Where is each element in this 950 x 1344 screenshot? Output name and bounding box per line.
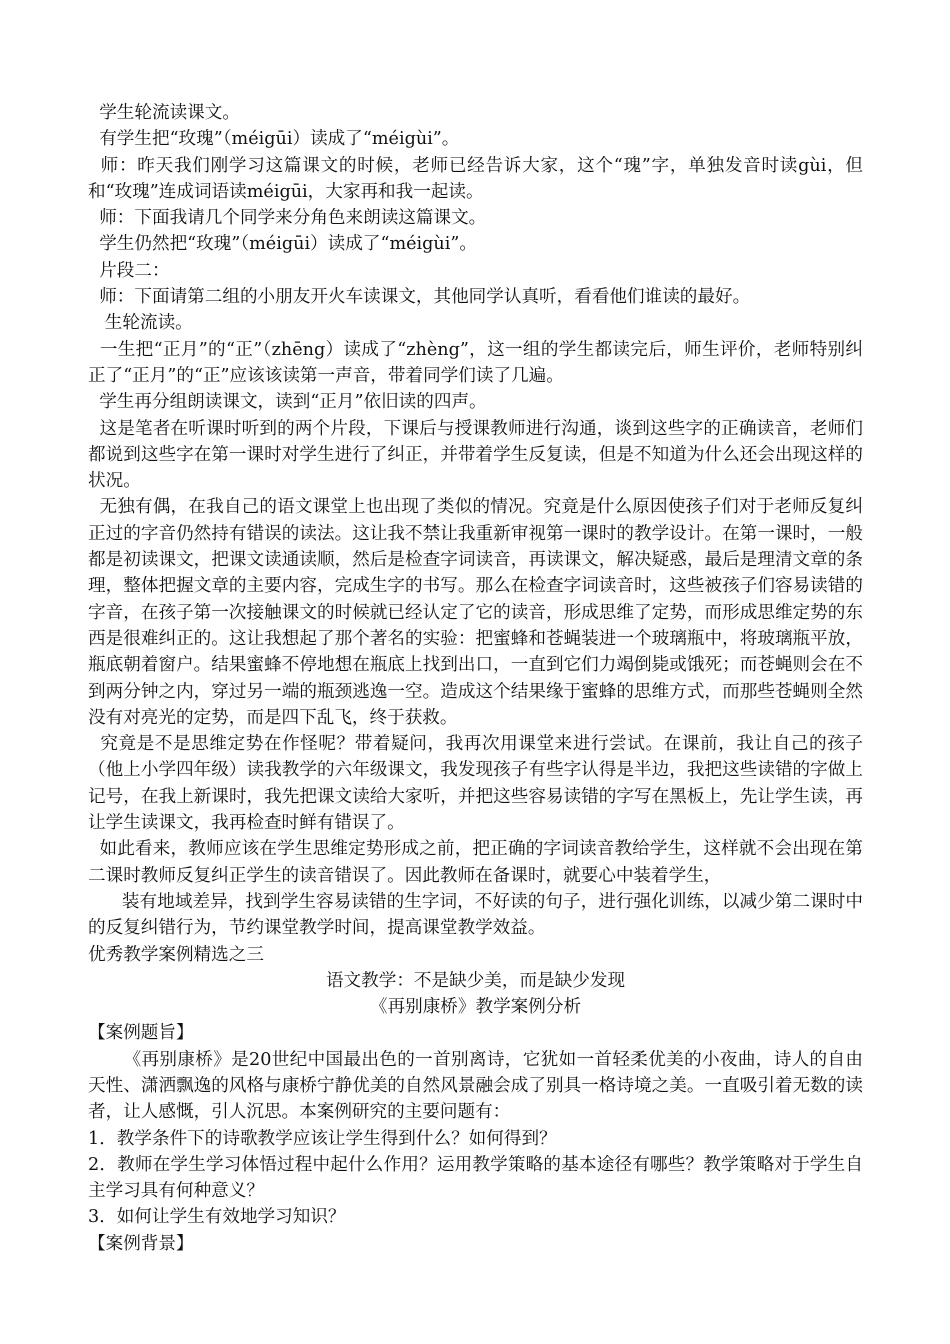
paragraph: 师：下面请第二组的小朋友开火车读课文，其他同学认真听，看看他们谁读的最好。 <box>88 287 751 308</box>
document-page <box>88 100 863 1257</box>
section-heading: 【案例背景】 <box>88 1233 194 1254</box>
paragraph: 学生轮流读课文。 <box>88 103 240 123</box>
paragraph: 无独有偶，在我自己的语文课堂上也出现了类似的情况。究竟是什么原因使孩子们对于老师反复纠正过的字音仍然持有错误的读法。这让我不禁让我重新审视第一课时的教学设计。在第一课时，一般都是初读课文，把课文读通读顺，然后是检查字词读音，再读课文，解决疑惑，最后是理清文章的条理，整体把握文章的主要内容，完成生字的书写。那么在检查字词读音时，这些被孩子们容易读错的字音，在孩子第一次接触课文的时候就已经认定了它的读音，形成思维了定势，而形成思维定势的东西是很难纠正的。这让我想起了那个著名的实验：把蜜蜂和苍蝇装进一个玻璃瓶中，将玻璃瓶平放，瓶底朝着窗户。结果蜜蜂不停地想在瓶底上找到出口，一直到它们力竭倒毙或饿死；而苍蝇则会在不到两分钟之内，穿过另一端的瓶颈逃逸一空。造成这个结果缘于蜜蜂的思维方式，而那些苍蝇则全然没有对亮光的定势，而是四下乱飞，终于获救。 <box>88 497 863 728</box>
paragraph: 有学生把“玫瑰”（méigūi）读成了“méigùi”。 <box>88 129 460 150</box>
paragraph: 一生把“正月”的“正”（zhēng）读成了“zhèng”，这一组的学生都读完后，师生评价，老师特别纠正了“正月”的“正”应该该读第一声音，带着同学们读了几遍。 <box>88 339 864 386</box>
case-heading: 优秀教学案例精选之三 <box>88 944 264 965</box>
paragraph: 如此看来，教师应该在学生思维定势形成之前，把正确的字词读音教给学生，这样就不会出现在第二课时教师反复纠正学生的读音错误了。因此教师在备课时，就要心中装着学生， <box>88 839 863 886</box>
question-item: 2．教师在学生学习体悟过程中起什么作用？运用教学策略的基本途径有哪些？教学策略对于学生自主学习具有何种意义？ <box>88 1154 863 1202</box>
paragraph: 学生再分组朗读课文，读到“正月”依旧读的四声。 <box>88 392 487 413</box>
paragraph: 师：下面我请几个同学来分角色来朗读这篇课文。 <box>88 208 487 229</box>
section-heading: 【案例题旨】 <box>88 1023 194 1044</box>
paragraph: 学生仍然把“玫瑰”（méigūi）读成了“méigùi”。 <box>88 234 477 255</box>
question-item: 1．教学条件下的诗歌教学应该让学生得到什么？如何得到？ <box>88 1128 557 1149</box>
case-subtitle: 《再别康桥》教学案例分析 <box>369 997 582 1018</box>
paragraph: 师：昨天我们刚学习这篇课文的时候，老师已经告诉大家，这个“瑰”字，单独发音时读gùi，但和“玫瑰”连成词语读méigūi，大家再和我一起读。 <box>88 155 864 202</box>
paragraph: 究竟是不是思维定势在作怪呢？带着疑问，我再次用课堂来进行尝试。在课前，我让自己的孩子（他上小学四年级）读我教学的六年级课文，我发现孩子有些字认得是半边，我把这些读错的字做上记号，在我上新课时，我先把课文读给大家听，并把这些容易读错的字写在黑板上，先让学生读，再让学生读课文，我再检查时鲜有错误了。 <box>88 734 863 834</box>
paragraph: 这是笔者在听课时听到的两个片段，下课后与授课教师进行沟通，谈到这些字的正确读音，老师们都说到这些字在第一课时对学生进行了纠正，并带着学生反复读，但是不知道为什么还会出现这样的状况。 <box>88 418 863 492</box>
intro-paragraph: 《再别康桥》是20世纪中国最出色的一首别离诗，它犹如一首轻柔优美的小夜曲，诗人的自由天性、潇洒飘逸的风格与康桥宁静优美的自然风景融会成了别具一格诗境之美。一直吸引着无数的读者，让人感慨，引人沉思。本案例研究的主要问题有： <box>88 1049 863 1123</box>
question-item: 3．如何让学生有效地学习知识？ <box>88 1207 346 1228</box>
section-label: 片段二： <box>88 260 170 281</box>
case-title: 语文教学：不是缺少美，而是缺少发现 <box>325 970 626 991</box>
paragraph: 装有地域差异，找到学生容易读错的生字词，不好读的句子，进行强化训练，以减少第二课时中的反复纠错行为，节约课堂教学时间，提高课堂教学效益。 <box>88 891 863 939</box>
paragraph: 生轮流读。 <box>88 313 193 334</box>
